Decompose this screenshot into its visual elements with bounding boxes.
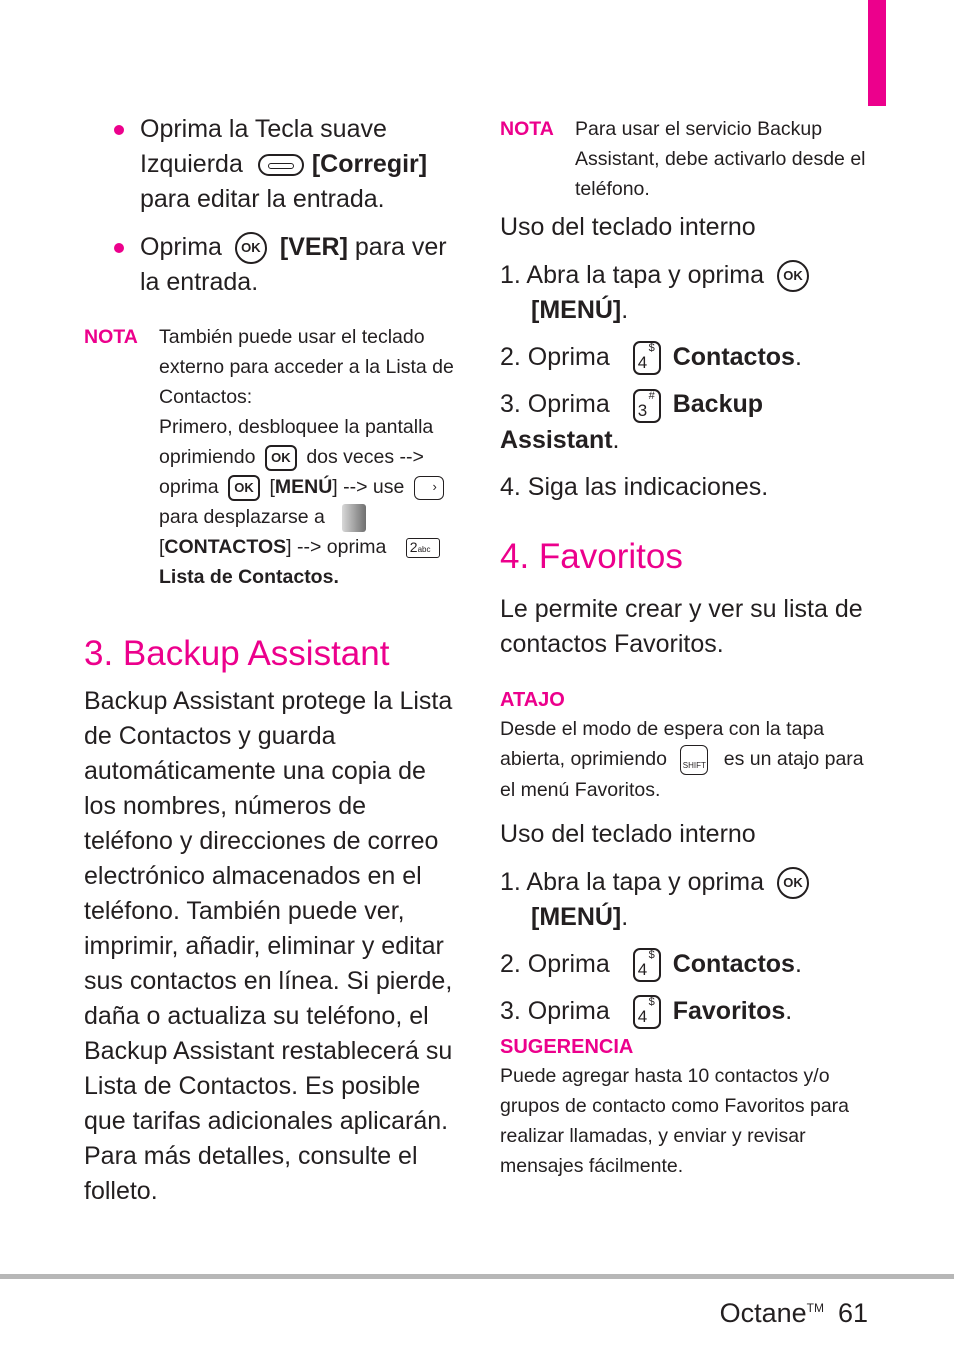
sugerencia-body: Puede agregar hasta 10 contactos y/o grupos de contacto como Favoritos para realizar llamadas, y enviar y revisar mensajes fácilmente. bbox=[500, 1065, 850, 1178]
ok-key-icon: OK bbox=[235, 232, 267, 264]
bullet-dot bbox=[114, 125, 124, 135]
section-tab-marker bbox=[868, 0, 886, 106]
section-title-favoritos: 4. Favoritos bbox=[500, 536, 683, 576]
sugerencia-label: SUGERENCIA bbox=[500, 1036, 634, 1059]
key-2abc-icon: 2abc bbox=[406, 538, 440, 558]
ok-key-icon: OK bbox=[228, 475, 260, 501]
footer-divider bbox=[0, 1274, 954, 1279]
bullet-dot bbox=[114, 243, 124, 253]
nota-backup bbox=[500, 114, 880, 204]
step-4: 4. Siga las indicaciones. bbox=[500, 472, 769, 501]
nota-label: NOTA bbox=[500, 118, 554, 140]
step-2: 2. Oprima 4 $ Contactos. bbox=[500, 947, 880, 982]
page-number: 61 bbox=[837, 1298, 868, 1328]
nota-label: NOTA bbox=[84, 326, 138, 348]
bullet-ver: Oprima OK [VER] para ver la entrada. bbox=[84, 230, 454, 300]
key-4-icon: 4 $ bbox=[633, 948, 661, 982]
right-column bbox=[500, 112, 880, 1181]
key-4-icon: 4 $ bbox=[633, 995, 661, 1029]
favoritos-description: Le permite crear y ver su lista de contactos Favoritos. bbox=[500, 594, 863, 658]
contacts-phone-icon bbox=[342, 504, 366, 532]
step-3: 3. Oprima 3 # Backup Assistant. bbox=[500, 389, 764, 454]
uso-teclado-heading: Uso del teclado interno bbox=[500, 819, 756, 848]
bullet-corregir: Oprima la Tecla suave Izquierda [Corregir] para editar la entrada. bbox=[84, 112, 454, 217]
left-column bbox=[84, 112, 454, 1209]
ok-key-icon: OK bbox=[777, 867, 809, 899]
nota-teclado-externo bbox=[84, 322, 454, 592]
step-1: 1. Abra la tapa y oprima OK [MENÚ]. bbox=[500, 865, 880, 935]
key-3-icon: 3 # bbox=[633, 389, 661, 423]
step-3: 3. Oprima 4 $ Favoritos. bbox=[500, 994, 880, 1029]
atajo-label: ATAJO bbox=[500, 688, 565, 711]
step-1: 1. Abra la tapa y oprima OK [MENÚ]. bbox=[500, 258, 880, 328]
uso-teclado-heading: Uso del teclado interno bbox=[500, 213, 756, 241]
soft-key-icon bbox=[258, 154, 304, 176]
brand-name: Octane bbox=[719, 1298, 807, 1328]
ok-key-icon: OK bbox=[777, 260, 809, 292]
page-footer bbox=[720, 1290, 868, 1331]
nav-right-key-icon: › bbox=[414, 476, 444, 500]
trademark: TM bbox=[806, 1301, 824, 1315]
key-4-icon: 4 $ bbox=[633, 341, 661, 375]
shift-key-icon: SHIFT bbox=[680, 745, 708, 775]
atajo-body: Desde el modo de espera con la tapa abierta, oprimiendo SHIFT es un atajo para el menú Favoritos. bbox=[500, 717, 864, 801]
backup-assistant-description: Backup Assistant protege la Lista de Contactos y guarda automáticamente una copia de los nombres, números de teléfono y direcciones de correo electrónico almacenados en el teléfono. También puede ver, imprimir, añadir, eliminar y editar sus contactos en línea. Si pierde, daña o actualiza su teléfono, el Backup Assistant restablecerá su Lista de Contactos. Es posible que tarifas adicionales aplicarán. Para más detalles, consulte el folleto. bbox=[84, 687, 453, 1205]
section-title-backup-assistant: 3. Backup Assistant bbox=[84, 634, 390, 673]
step-2: 2. Oprima 4 $ Contactos. bbox=[500, 340, 880, 375]
nota-body: Para usar el servicio Backup Assistant, debe activarlo desde el teléfono. bbox=[575, 118, 866, 200]
ok-key-icon: OK bbox=[265, 445, 297, 471]
nota-body: También puede usar el teclado externo para acceder a la Lista de Contactos: Primero, desbloquee la pantalla oprimiendo OK dos veces --> oprima OK [MENÚ] --> use › para desplazarse a [CONTACTOS] --> oprima 2abc Lista de Contactos. bbox=[159, 326, 454, 588]
